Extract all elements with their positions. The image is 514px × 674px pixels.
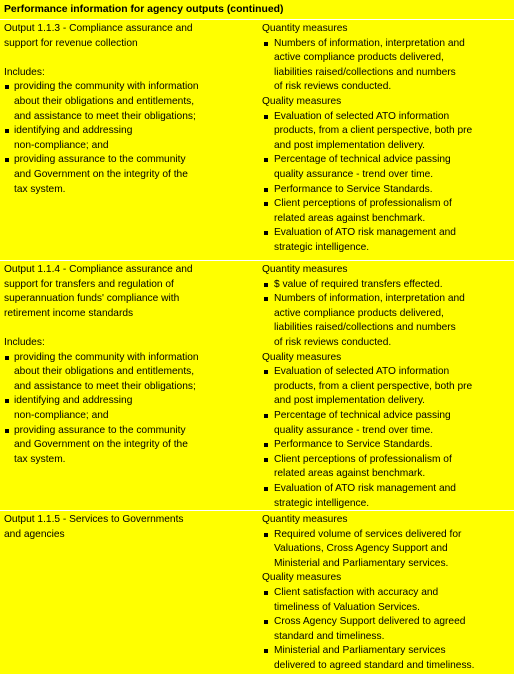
list-item: providing assurance to the community and Government on the integrity of the tax system. xyxy=(4,424,260,468)
list-item: identifying and addressing non-compliance; and xyxy=(4,124,260,153)
list-item: Percentage of technical advice passing quality assurance - trend over time. xyxy=(262,409,514,438)
output-row-1-1-3 xyxy=(0,20,514,261)
list-item: Evaluation of selected ATO information products, from a client perspective, both pre and post implementation delivery. xyxy=(262,365,514,409)
list-item: Evaluation of ATO risk management and strategic intelligence. xyxy=(262,226,514,255)
output-row-1-1-5 xyxy=(0,511,514,673)
list-item: $ value of required transfers effected. xyxy=(262,278,514,293)
quality-measures-heading: Quality measures xyxy=(262,351,342,363)
quantity-measures-list xyxy=(262,37,514,95)
includes-list xyxy=(4,80,260,197)
list-item: Performance to Service Standards. xyxy=(262,438,514,453)
performance-measures xyxy=(260,261,514,510)
list-item: Ministerial and Parliamentary services delivered to agreed standard and timeliness. xyxy=(262,644,514,673)
list-item: providing assurance to the community and Government on the integrity of the tax system. xyxy=(4,153,260,197)
performance-measures xyxy=(260,20,514,260)
includes-label: Includes: xyxy=(4,66,45,78)
output-row-1-1-4 xyxy=(0,261,514,511)
quality-measures-list xyxy=(262,110,514,256)
list-item: Numbers of information, interpretation and active compliance products delivered, liabilities raised/collections and numbers of risk reviews conducted. xyxy=(262,37,514,95)
output-description xyxy=(0,20,260,260)
list-item: Numbers of information, interpretation and active compliance products delivered, liabilities raised/collections and numbers of risk reviews conducted. xyxy=(262,292,514,350)
quantity-measures-heading: Quantity measures xyxy=(262,514,348,525)
performance-measures xyxy=(260,511,514,673)
list-item: providing the community with information about their obligations and entitlements, and assistance to meet their obligations; xyxy=(4,80,260,124)
quality-measures-heading: Quality measures xyxy=(262,95,342,107)
quantity-measures-list xyxy=(262,278,514,351)
includes-list xyxy=(4,351,260,468)
output-name: Output 1.1.4 - Compliance assurance and support for transfers and regulation of superannuation funds' compliance with retirement income standards xyxy=(4,264,193,319)
list-item: identifying and addressing non-compliance; and xyxy=(4,394,260,423)
output-description xyxy=(0,511,260,673)
quantity-measures-list xyxy=(262,528,514,572)
list-item: Client perceptions of professionalism of related areas against benchmark. xyxy=(262,197,514,226)
table-title: Performance information for agency outputs (continued) xyxy=(0,0,514,20)
list-item: providing the community with information about their obligations and entitlements, and assistance to meet their obligations; xyxy=(4,351,260,395)
output-name: Output 1.1.5 - Services to Governments and agencies xyxy=(4,514,184,540)
list-item: Percentage of technical advice passing quality assurance - trend over time. xyxy=(262,153,514,182)
output-name: Output 1.1.3 - Compliance assurance and support for revenue collection xyxy=(4,23,193,49)
list-item: Required volume of services delivered for Valuations, Cross Agency Support and Ministerial and Parliamentary services. xyxy=(262,528,514,572)
quality-measures-list xyxy=(262,586,514,674)
list-item: Cross Agency Support delivered to agreed standard and timeliness. xyxy=(262,615,514,644)
list-item: Evaluation of ATO risk management and strategic intelligence. xyxy=(262,482,514,511)
list-item: Client perceptions of professionalism of related areas against benchmark. xyxy=(262,453,514,482)
quantity-measures-heading: Quantity measures xyxy=(262,264,348,275)
list-item: Evaluation of selected ATO information products, from a client perspective, both pre and post implementation delivery. xyxy=(262,110,514,154)
includes-label: Includes: xyxy=(4,336,45,348)
list-item: Performance to Service Standards. xyxy=(262,183,514,198)
output-description xyxy=(0,261,260,510)
quantity-measures-heading: Quantity measures xyxy=(262,23,348,34)
quality-measures-heading: Quality measures xyxy=(262,572,342,584)
quality-measures-list xyxy=(262,365,514,511)
list-item: Client satisfaction with accuracy and timeliness of Valuation Services. xyxy=(262,586,514,615)
